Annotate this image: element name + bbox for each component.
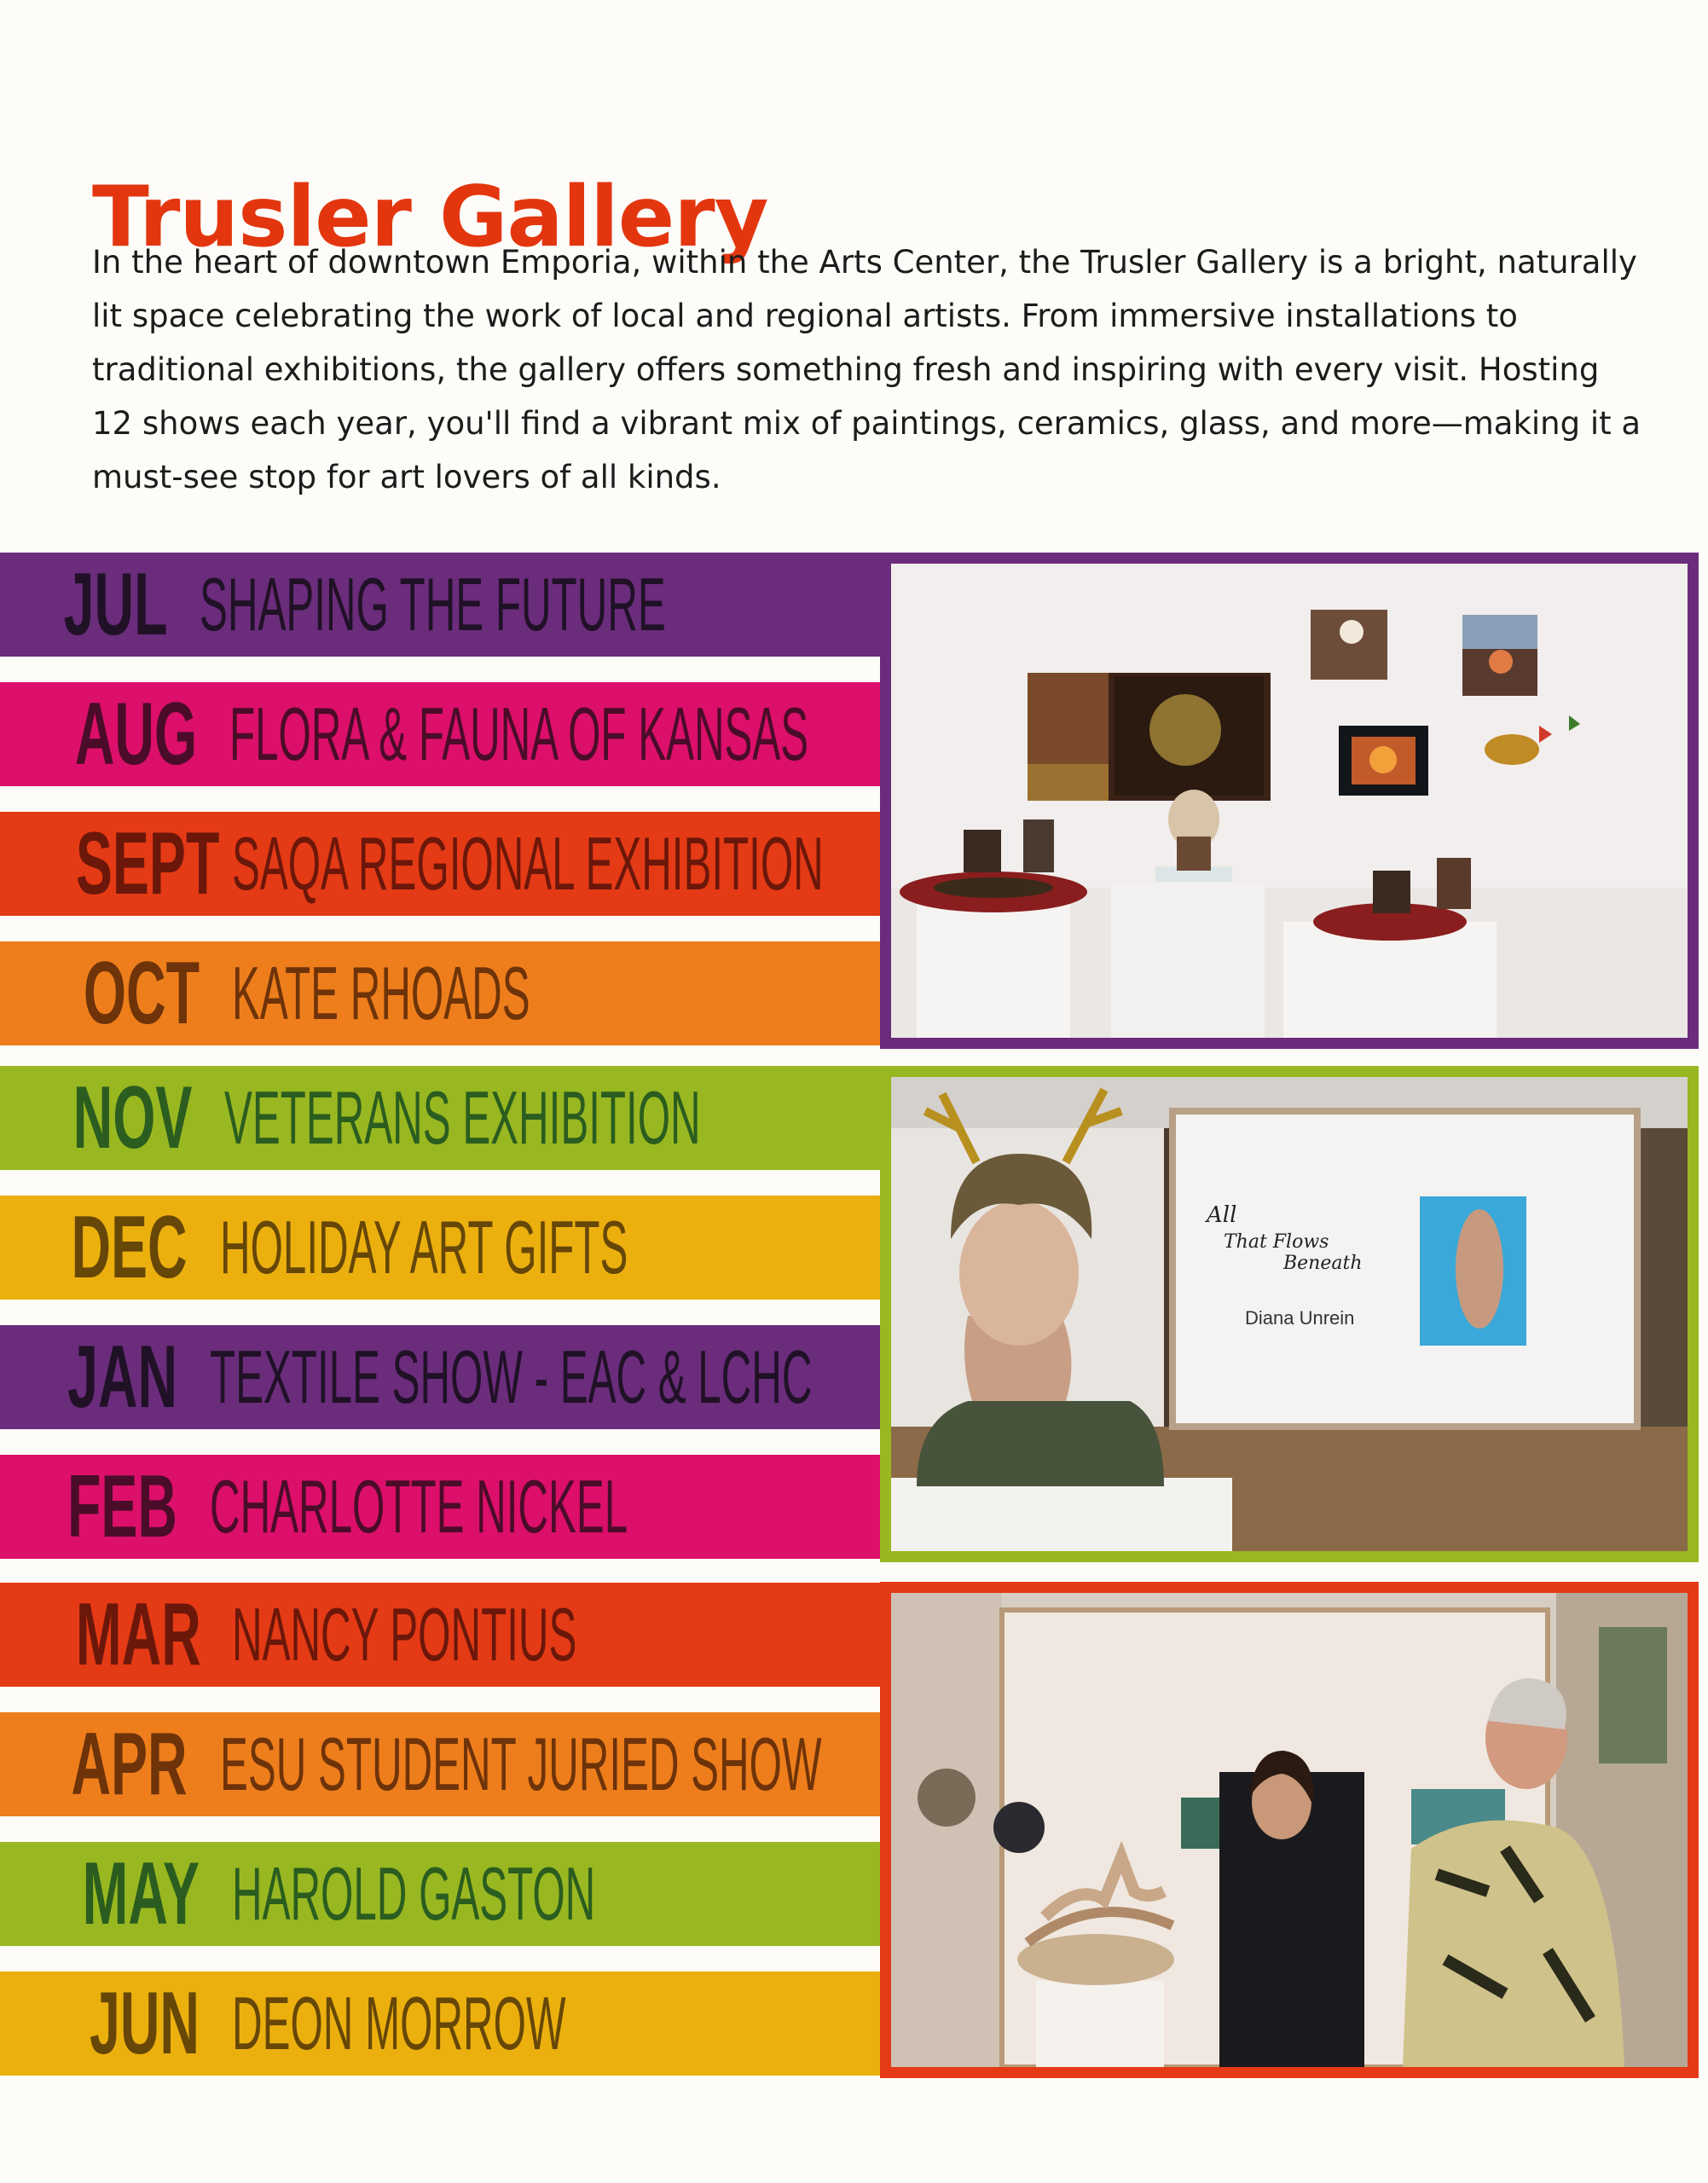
show-title: HOLIDAY ART GIFTS bbox=[219, 1205, 628, 1289]
wall-text-line1: All bbox=[1207, 1202, 1237, 1228]
gallery-photo-mixed-media bbox=[880, 553, 1699, 1049]
month-label: DEC bbox=[71, 1198, 188, 1297]
month-label: MAY bbox=[82, 1844, 200, 1943]
schedule-row bbox=[0, 682, 895, 786]
schedule-row bbox=[0, 1066, 895, 1170]
month-label: AUG bbox=[74, 685, 198, 784]
schedule-row bbox=[0, 1972, 895, 2076]
wall-text-artist: Diana Unrein bbox=[1245, 1307, 1355, 1329]
show-title: DEON MORROW bbox=[232, 1981, 566, 2065]
month-label: SEPT bbox=[75, 814, 220, 913]
show-title: CHARLOTTE NICKEL bbox=[210, 1464, 628, 1549]
month-label: JUL bbox=[63, 555, 168, 654]
month-label: JAN bbox=[67, 1328, 178, 1427]
month-label: NOV bbox=[72, 1068, 193, 1167]
show-title: KATE RHOADS bbox=[232, 951, 530, 1035]
schedule-row bbox=[0, 553, 895, 657]
show-title: VETERANS EXHIBITION bbox=[224, 1075, 701, 1160]
show-title: NANCY PONTIUS bbox=[232, 1592, 577, 1676]
month-label: MAR bbox=[75, 1585, 201, 1684]
month-label: OCT bbox=[83, 944, 200, 1043]
month-label: APR bbox=[71, 1715, 188, 1814]
schedule-row bbox=[0, 812, 895, 916]
wall-text-line2: That Flows bbox=[1224, 1231, 1329, 1253]
schedule-row bbox=[0, 941, 895, 1045]
page-title: Trusler Gallery bbox=[92, 168, 768, 266]
show-title: SHAPING THE FUTURE bbox=[200, 562, 667, 646]
schedule-row bbox=[0, 1325, 895, 1429]
month-label: JUN bbox=[90, 1974, 200, 2073]
wall-text-line3: Beneath bbox=[1283, 1253, 1363, 1274]
schedule-row bbox=[0, 1583, 895, 1687]
intro-paragraph: In the heart of downtown Emporia, within the Arts Center, the Trusler Gallery is a bright, naturally lit space celebrating the work of local and regional artists. From immersive installations to traditional exhibitions, the gallery offers something fresh and inspiring with every visit. Hosting 12 shows each year, you'll find a vibrant mix of paintings, ceramics, glass, and more—making it a must-see stop for art lovers of all kinds. bbox=[92, 244, 1641, 495]
schedule-row bbox=[0, 1842, 895, 1946]
show-title: TEXTILE SHOW - EAC & LCHC bbox=[210, 1335, 813, 1419]
gallery-photo-sculpture bbox=[880, 1066, 1699, 1562]
show-title: ESU STUDENT JURIED SHOW bbox=[219, 1722, 822, 1806]
show-title: SAQA REGIONAL EXHIBITION bbox=[232, 821, 824, 906]
schedule-row bbox=[0, 1712, 895, 1816]
month-label: FEB bbox=[67, 1457, 177, 1556]
show-title: HAROLD GASTON bbox=[232, 1851, 596, 1936]
schedule-row bbox=[0, 1196, 895, 1300]
schedule-row bbox=[0, 1455, 895, 1559]
show-title: FLORA & FAUNA OF KANSAS bbox=[229, 692, 809, 776]
gallery-photo-visitors bbox=[880, 1582, 1699, 2078]
